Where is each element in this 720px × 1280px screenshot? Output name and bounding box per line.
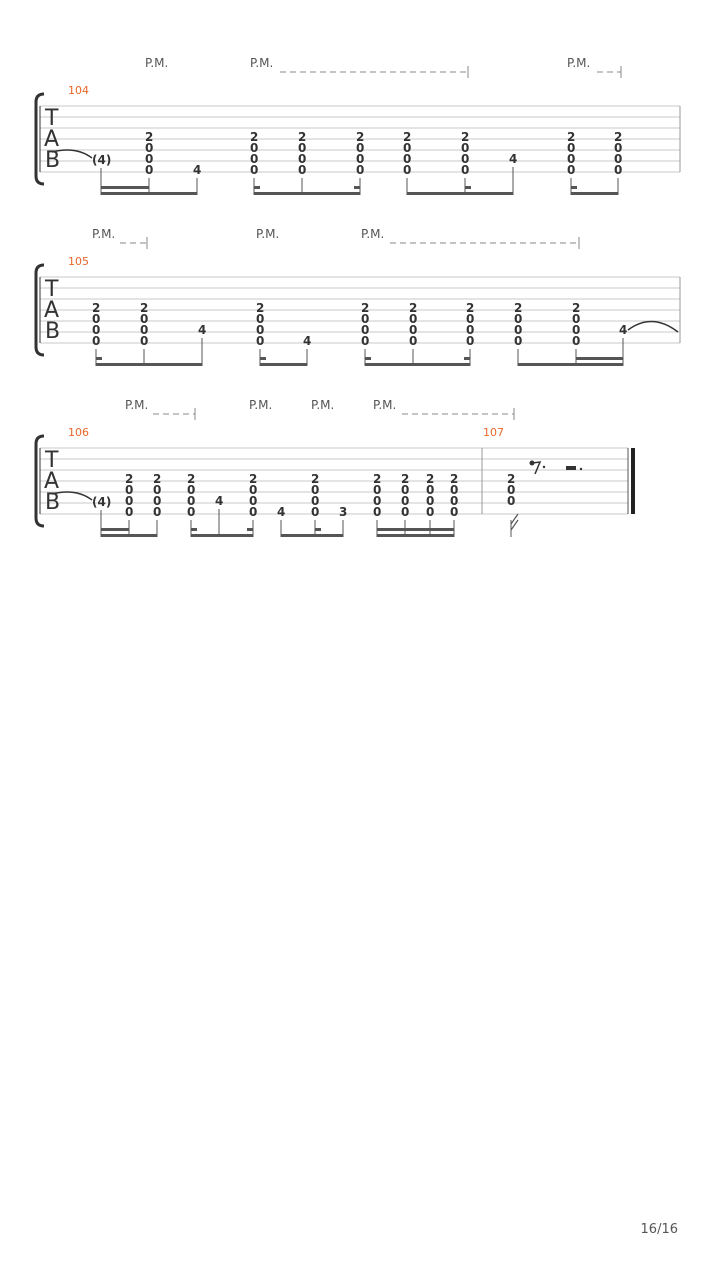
- fret-number: 0: [461, 152, 470, 166]
- beams: [101, 528, 454, 537]
- fret-number: 4: [619, 323, 628, 337]
- fret-number: 0: [426, 494, 435, 508]
- tab-clef-t: T: [45, 106, 59, 131]
- fret-number: 0: [298, 152, 307, 166]
- fret-number: 2: [461, 130, 470, 144]
- fret-number: 4: [277, 505, 286, 519]
- fret-number: 2: [153, 472, 162, 486]
- fret-number: 0: [450, 505, 459, 519]
- tab-staff: [40, 277, 680, 343]
- page-number: 16/16: [640, 1222, 678, 1237]
- fret-number: 0: [311, 494, 320, 508]
- fret-number: 0: [614, 163, 623, 177]
- fret-number: 0: [507, 483, 516, 497]
- palm-mute-label: P.M.: [250, 56, 274, 70]
- bar-number: 105: [68, 255, 89, 268]
- tab-clef-t: T: [45, 277, 59, 302]
- fret-number: 0: [567, 152, 576, 166]
- fret-number: 0: [567, 163, 576, 177]
- fret-number: 0: [409, 323, 418, 337]
- fret-number: 0: [125, 494, 134, 508]
- fret-number: 0: [466, 334, 475, 348]
- fret-number: 2: [403, 130, 412, 144]
- fret-number: 0: [153, 505, 162, 519]
- fret-number: 0: [298, 141, 307, 155]
- fret-number: (4): [92, 495, 112, 509]
- fret-number: 0: [311, 483, 320, 497]
- fret-number: 0: [361, 323, 370, 337]
- fret-number: 0: [373, 483, 382, 497]
- fret-number: 2: [298, 130, 307, 144]
- beams: [96, 357, 623, 366]
- palm-mute-label: P.M.: [249, 398, 273, 412]
- fret-number: 0: [125, 483, 134, 497]
- fret-number: 0: [256, 323, 265, 337]
- fret-number: 0: [373, 505, 382, 519]
- fret-number: 0: [466, 312, 475, 326]
- fret-number: 4: [193, 163, 202, 177]
- fret-number: 0: [250, 163, 259, 177]
- palm-mute-label: P.M.: [373, 398, 397, 412]
- fret-number: 0: [140, 334, 149, 348]
- fret-number: 0: [187, 494, 196, 508]
- fret-number: 0: [249, 483, 258, 497]
- fret-number: 2: [256, 301, 265, 315]
- fret-number: 0: [426, 483, 435, 497]
- fret-number: 0: [514, 334, 523, 348]
- fret-number: 0: [145, 141, 154, 155]
- fret-number: 2: [373, 472, 382, 486]
- fret-number: 2: [92, 301, 101, 315]
- fret-number: 0: [403, 163, 412, 177]
- note-stems: [96, 338, 623, 366]
- fret-number: 0: [572, 334, 581, 348]
- fret-number: 0: [461, 141, 470, 155]
- fret-number: 0: [256, 334, 265, 348]
- palm-mute-label: P.M.: [567, 56, 591, 70]
- note-flag: [511, 514, 518, 530]
- fret-number: 0: [92, 323, 101, 337]
- palm-mute-label: P.M.: [145, 56, 169, 70]
- palm-mute-label: P.M.: [256, 227, 280, 241]
- tab-clef-a: A: [44, 469, 60, 494]
- tab-clef-a: A: [44, 298, 60, 323]
- palm-mute-label: P.M.: [92, 227, 116, 241]
- fret-number: 0: [187, 505, 196, 519]
- fret-number: 0: [250, 152, 259, 166]
- fret-number: 4: [509, 152, 518, 166]
- bar-number: 106: [68, 426, 89, 439]
- fret-number: 2: [311, 472, 320, 486]
- fret-number: 2: [426, 472, 435, 486]
- fret-number: 2: [514, 301, 523, 315]
- fret-number: 4: [198, 323, 207, 337]
- fret-number: 0: [403, 141, 412, 155]
- fret-number: 2: [249, 472, 258, 486]
- tab-clef-a: A: [44, 127, 60, 152]
- fret-number: (4): [92, 153, 112, 167]
- tab-clef-b: B: [45, 490, 61, 515]
- fret-number: 0: [311, 505, 320, 519]
- fret-number: 0: [401, 494, 410, 508]
- system-3: [36, 398, 635, 537]
- fret-number: 2: [250, 130, 259, 144]
- fret-number: 2: [466, 301, 475, 315]
- tab-clef-b: B: [45, 319, 61, 344]
- fret-number: 2: [572, 301, 581, 315]
- fret-number: 2: [356, 130, 365, 144]
- fret-number: 0: [401, 483, 410, 497]
- system-2: [36, 227, 680, 366]
- tie-arc: [628, 321, 678, 332]
- fret-number: 0: [356, 141, 365, 155]
- fret-number: 0: [361, 334, 370, 348]
- fret-number: 0: [401, 505, 410, 519]
- fret-number: 0: [250, 141, 259, 155]
- fret-number: 0: [466, 323, 475, 337]
- fret-number: 0: [140, 312, 149, 326]
- fret-number: 0: [409, 334, 418, 348]
- fret-number: 0: [356, 163, 365, 177]
- final-barline-thick: [631, 448, 635, 514]
- fret-number: 0: [145, 152, 154, 166]
- fret-number: 0: [567, 141, 576, 155]
- fret-number: 2: [507, 472, 516, 486]
- eighth-rest: [530, 461, 546, 475]
- fret-number: 0: [298, 163, 307, 177]
- fret-number: 0: [356, 152, 365, 166]
- fret-number: 0: [92, 334, 101, 348]
- fret-number: 3: [339, 505, 348, 519]
- fret-number: 0: [614, 141, 623, 155]
- fret-number: 0: [361, 312, 370, 326]
- fret-number: 0: [461, 163, 470, 177]
- fret-number: 2: [401, 472, 410, 486]
- fret-number: 2: [361, 301, 370, 315]
- fret-number: 0: [514, 323, 523, 337]
- fret-number: 0: [614, 152, 623, 166]
- fret-number: 2: [450, 472, 459, 486]
- fret-number: 2: [614, 130, 623, 144]
- bar-number: 104: [68, 84, 89, 97]
- fret-number: 2: [187, 472, 196, 486]
- fret-number: 0: [373, 494, 382, 508]
- fret-number: 0: [514, 312, 523, 326]
- fret-number: 0: [507, 494, 516, 508]
- tab-clef-b: B: [45, 148, 61, 173]
- bar-number: 107: [483, 426, 504, 439]
- palm-mute-label: P.M.: [311, 398, 335, 412]
- fret-number: 2: [567, 130, 576, 144]
- fret-number: 0: [92, 312, 101, 326]
- fret-number: 0: [450, 494, 459, 508]
- fret-number: 0: [249, 494, 258, 508]
- fret-number: 0: [145, 163, 154, 177]
- fret-number: 4: [215, 494, 224, 508]
- fret-number: 0: [426, 505, 435, 519]
- system-1: [36, 56, 680, 195]
- fret-number: 0: [572, 323, 581, 337]
- fret-number: 0: [187, 483, 196, 497]
- fret-number: 0: [572, 312, 581, 326]
- fret-number: 0: [403, 152, 412, 166]
- fret-number: 0: [140, 323, 149, 337]
- fret-number: 0: [125, 505, 134, 519]
- palm-mute-label: P.M.: [125, 398, 149, 412]
- fret-number: 0: [450, 483, 459, 497]
- fret-number: 2: [409, 301, 418, 315]
- fret-number: 0: [256, 312, 265, 326]
- fret-number: 2: [145, 130, 154, 144]
- fret-number: 2: [125, 472, 134, 486]
- tab-clef-t: T: [45, 448, 59, 473]
- fret-number: 0: [249, 505, 258, 519]
- fret-number: 0: [153, 494, 162, 508]
- fret-number: 2: [140, 301, 149, 315]
- fret-number: 4: [303, 334, 312, 348]
- fret-number: 0: [409, 312, 418, 326]
- palm-mute-label: P.M.: [361, 227, 385, 241]
- fret-number: 0: [153, 483, 162, 497]
